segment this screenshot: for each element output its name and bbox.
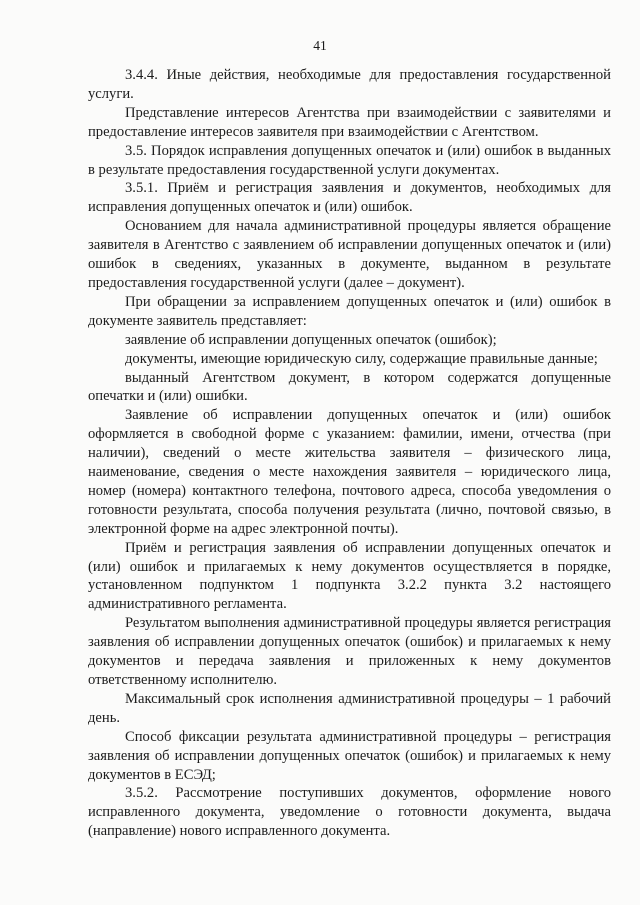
list-item-application: заявление об исправлении допущенных опечаток (ошибок); xyxy=(125,331,497,348)
paragraph-3-4-4: 3.4.4. Иные действия, необходимые для предоставления государственной услуги. xyxy=(88,67,611,102)
paragraph-max-term: Максимальный срок исполнения административной процедуры – 1 рабочий день. xyxy=(88,690,611,726)
document-body xyxy=(88,66,611,841)
paragraph-3-5-1: 3.5.1. Приём и регистрация заявления и документов, необходимых для исправления допущенных опечаток и (или) ошибок. xyxy=(88,180,611,216)
paragraph-application-form: Заявление об исправлении допущенных опечаток и (или) ошибок оформляется в свободной форме с указанием: фамилии, имени, отчества (при наличии), сведений о месте жительства заявителя – физического лица, наименование, сведения о месте нахождения заявителя – юридического лица, номер (номера) контактного телефона, почтового адреса, способа уведомления о готовности результата, способа получения результата (лично, почтовой связью, в электронной форме на адрес электронной почты). xyxy=(88,407,611,537)
list-item-legal-documents: документы, имеющие юридическую силу, содержащие правильные данные; xyxy=(125,350,598,367)
paragraph-3-5-2: 3.5.2. Рассмотрение поступивших документов, оформление нового исправленного документа, уведомление о готовности документа, выдача (направление) нового исправленного документа. xyxy=(88,785,611,840)
paragraph-reception-registration: Приём и регистрация заявления об исправлении допущенных опечаток и (или) ошибок и прилагаемых к нему документов осуществляется в порядке, установленном подпунктом 1 подпункта 3.2.2 пункта 3.2 настоящего административного регламента. xyxy=(88,539,611,613)
paragraph-fixation-method: Способ фиксации результата административной процедуры – регистрация заявления об исправлении допущенных опечаток (ошибок) и прилагаемых к нему документов в ЕСЭД; xyxy=(88,728,611,783)
page-number: 41 xyxy=(313,38,327,53)
paragraph-procedure-result: Результатом выполнения административной процедуры является регистрация заявления об исправлении допущенных опечаток (ошибок) и прилагаемых к нему документов и передача заявления и приложенных к нему документов ответственному исполнителю. xyxy=(88,615,611,688)
paragraph-3-5: 3.5. Порядок исправления допущенных опечаток и (или) ошибок в выданных в результате предоставления государственной услуги документах. xyxy=(88,142,611,178)
paragraph-procedure-basis: Основанием для начала административной процедуры является обращение заявителя в Агентство с заявлением об исправлении допущенных опечаток и (или) ошибок в сведениях, указанных в документе, выданном в результате предоставления государственной услуги (далее – документ). xyxy=(88,218,611,291)
paragraph-agency-representation: Представление интересов Агентства при взаимодействии с заявителями и предоставление интересов заявителя при взаимодействии с Агентством. xyxy=(88,104,611,140)
paragraph-applicant-submits: При обращении за исправлением допущенных опечаток и (или) ошибок в документе заявитель представляет: xyxy=(88,293,611,329)
list-item-issued-document: выданный Агентством документ, в котором содержатся допущенные опечатки и (или) ошибки. xyxy=(88,369,611,405)
